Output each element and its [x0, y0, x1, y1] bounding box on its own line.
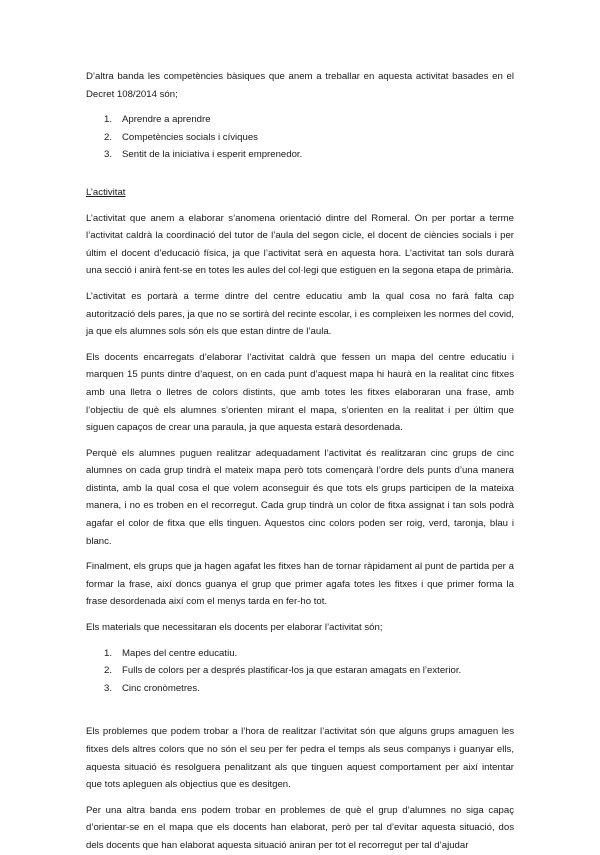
list-number: 1. — [104, 647, 113, 659]
list-item — [86, 129, 514, 147]
intro-paragraph: D’altra banda les competències bàsiques que anem a treballar en aquesta activitat basades en el Decret 108/2014 són; — [86, 71, 514, 100]
list-item — [86, 680, 514, 698]
list-item — [86, 645, 514, 663]
paragraph: Els docents encarregats d’elaborar l’activitat caldrà que fessen un mapa del centre educatiu i marquen 15 punts dintre d’aquest, on en cada punt d’aquest mapa hi haurà en la realitat cinc fitxes amb una lletra o lletres de colors distints, que amb totes les fitxes elaboraran una frase, amb l’objectiu de què els alumnes s’orienten mirant el mapa, s’orienten en la realitat i per últim que siguen capaços de crear una paraula, ja que aquesta estarà desordenada. — [86, 351, 514, 434]
list-number: 2. — [104, 665, 113, 677]
list-item — [86, 662, 514, 680]
list-number: 1. — [104, 114, 113, 126]
page-content — [86, 68, 514, 855]
paragraph: Finalment, els grups que ja hagen agafat les fitxes han de tornar ràpidament al punt de partida per a formar la frase, així doncs guanya el grup que primer agafa totes les fitxes i que primer forma la frase desordenada així com el menys tarda en fer-ho tot. — [86, 561, 514, 608]
paragraph: Perquè els alumnes puguen realitzar adequadament l’activitat és realitzaran cinc grups de cinc alumnes on cada grup tindrà el mateix mapa però tots començarà l’ordre dels punts d’una manera distinta, amb la qual cosa el que volem aconseguir és que tots els grups participen de la mateixa manera, i no es troben en el recorregut. Cada grup tindrà un color de fitxa assignat i tan sols podrà agafar el color de fitxa que ells tinguen. Aquestos cinc colors poden ser roig, verd, taronja, blau i blanc. — [86, 447, 514, 547]
list-number: 3. — [104, 149, 113, 161]
list-number: 3. — [104, 682, 113, 694]
paragraph: L’activitat que anem a elaborar s’anomena orientació dintre del Romeral. On per portar a terme l’activitat caldrà la coordinació del tutor de l’aula del segon cicle, el docent de ciències socials i per últim el docent d’educació física, ja que l’activitat serà en aquesta hora. L’activitat tan sols durarà una secció i anirà fent-se en totes les aules del col·legi que estiguen en la segona etapa de primària. — [86, 212, 514, 277]
paragraph: L’activitat es portarà a terme dintre del centre educatiu amb la qual cosa no farà falta cap autorització dels pares, ja que no se sortirà del recinte escolar, i es compleixen les normes del covid, ja que els alumnes sols són els que estan dintre de l’aula. — [86, 290, 514, 338]
list-number: 2. — [104, 131, 113, 143]
section-heading: L’activitat — [86, 186, 126, 198]
paragraph: Els problemes que podem trobar a l’hora de realitzar l’activitat són que alguns grups amaguen les fitxes dels altres colors que no són el seu per fer pedra el temps als seus companys i guanyar ells, aquesta situació és resolguera penalitzant als que tinguen aquest comportament per així intentar que tots apleguen als objectius que es desitgen. — [86, 726, 514, 791]
list-item — [86, 146, 514, 164]
paragraph: Per una altra banda ens podem trobar en problemes de què el grup d’alumnes no siga capaç d’orientar-se en el mapa que els docents han elaborat, però per tal d’evitar aquesta situació, dos dels docents que han elaborat aquesta situació aniran per tot el recorregut per tal d’ajudar — [86, 804, 514, 851]
list-text: Mapes del centre educatiu. — [122, 647, 238, 659]
list-item — [86, 111, 514, 129]
materials-list — [86, 645, 514, 698]
list-text: Fulls de colors per a després plastificar-los ja que estaran amagats en l’exterior. — [122, 665, 462, 677]
list-text: Competències socials i cíviques — [122, 131, 258, 143]
competences-list — [86, 111, 514, 164]
list-text: Sentit de la iniciativa i esperit emprenedor. — [122, 149, 303, 161]
list-text: Cinc cronòmetres. — [122, 682, 200, 694]
list-text: Aprendre a aprendre — [122, 114, 211, 126]
paragraph: Els materials que necessitaran els docents per elaborar l’activitat són; — [86, 622, 383, 634]
